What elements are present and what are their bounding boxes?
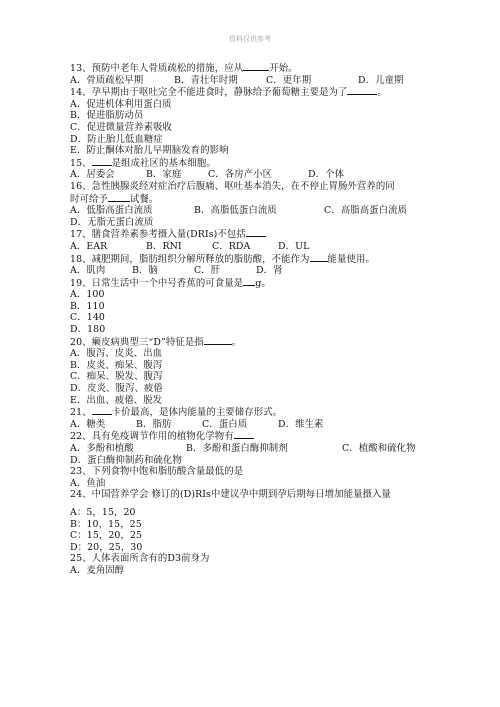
- options-17: [70, 241, 450, 253]
- blank: [92, 157, 112, 166]
- option: D．无脂无蛋白流质: [70, 216, 154, 228]
- question-20: 20、癞皮病典型三“D”特征是指 。: [70, 336, 242, 348]
- blank: [108, 193, 130, 202]
- option: B．脑: [132, 265, 158, 277]
- question-13: 13、预防中老年人骨质疏松的措施，应从 开始。: [70, 63, 298, 74]
- blank: [347, 86, 377, 95]
- blank: [243, 277, 255, 286]
- option: B．高脂低蛋白流质: [194, 205, 277, 217]
- option: A．鱼油: [70, 477, 106, 489]
- options-18: [70, 265, 450, 277]
- blank: [243, 62, 269, 71]
- option: E．防止酮体对胎儿早期脑发育的影响: [70, 145, 229, 157]
- option: C．植酸和硫化物: [342, 443, 416, 454]
- option: D．个体: [308, 169, 345, 181]
- option: C．肝: [194, 265, 221, 277]
- option: C．高脂高蛋白流质: [324, 205, 408, 217]
- option: A：5，15，20: [70, 506, 136, 518]
- question-16-cont: 时可给予 试餐。: [70, 193, 159, 205]
- option: A．居委会: [70, 169, 115, 181]
- option: B：10，15，25: [70, 518, 142, 530]
- option: A．糖类: [70, 418, 106, 430]
- option: E．出血、疲倦、脱发: [70, 394, 163, 406]
- option: B．脂肪: [136, 418, 172, 430]
- option: A．EAR: [70, 240, 108, 252]
- option: B．RNI: [146, 240, 182, 252]
- question-18: 18、减肥期间，脂肪组织分解所释放的脂肪酸，不能作为 能量使用。: [70, 253, 375, 265]
- option: D．180: [70, 324, 106, 336]
- question-25: 25、人体表面所含有的D3前身为: [70, 553, 210, 565]
- option: D：20，25，30: [70, 541, 143, 553]
- option: D．皮炎、腹泻、疲倦: [70, 383, 163, 395]
- option: B．青壮年时期: [174, 74, 238, 86]
- option: D．肾: [256, 265, 283, 277]
- option: B．多酚和蛋白酶抑制剂: [186, 443, 288, 454]
- blank: [246, 228, 266, 237]
- question-24: 24、中国营养学会 修订的(D)RIs中建议孕中期到孕后期每日增加能量摄入量: [70, 489, 391, 501]
- question-21: 21、 卡价最高，是体内能量的主要储存形式。: [70, 407, 283, 419]
- option: A．麦角固醇: [70, 564, 125, 576]
- options-22: [70, 443, 450, 455]
- option: C．各房产小区: [208, 169, 273, 181]
- options-21: [70, 419, 450, 431]
- option: A．肌肉: [70, 265, 106, 277]
- blank: [234, 430, 254, 439]
- question-17: 17、膳食营养素参考摄入量(DRIs)不包括: [70, 228, 450, 241]
- question-23: 23、下列食物中饱和脂肪酸含量最低的是: [70, 466, 244, 478]
- option: C．更年期: [266, 74, 312, 86]
- option: C．140: [70, 312, 105, 324]
- option: B．110: [70, 300, 105, 312]
- option: A．多酚和植酸: [70, 443, 134, 454]
- option: C．RDA: [212, 240, 251, 252]
- page-header: 资料仅供参考: [229, 35, 271, 43]
- option: B．皮炎、痴呆、腹泻: [70, 359, 163, 371]
- question-list: [70, 62, 450, 577]
- question-19: 19、日常生活中一个中号香蕉的可食量是 g。: [70, 277, 271, 289]
- option: A．低脂高蛋白流质: [70, 205, 153, 217]
- option: D．蛋白酶抑制药和硫化物: [70, 454, 182, 466]
- question-16: 16、急性胰腺炎经对症治疗后腹痛、呕吐基本消失，在不停止胃肠外营养的同: [70, 180, 395, 192]
- option: C．痴呆、脱发、腹泻: [70, 371, 163, 383]
- option: C：15，20，25: [70, 530, 143, 542]
- blank: [204, 336, 232, 345]
- option: C．蛋白质: [202, 418, 248, 430]
- option: D．防止胎儿低血糖症: [70, 133, 163, 145]
- option: A．腹泻、皮炎、出血: [70, 348, 163, 360]
- option: D．维生素: [278, 418, 324, 430]
- options-13: [70, 75, 450, 87]
- question-15: 15、 是组成社区的基本细胞。: [70, 157, 216, 169]
- blank: [310, 253, 328, 262]
- option: A．骨质疏松早期: [70, 74, 144, 86]
- option: C．促进微量营养素吸收: [70, 121, 173, 133]
- options-15: [70, 169, 450, 181]
- option: D．儿童期: [358, 74, 404, 86]
- options-16: [70, 205, 450, 217]
- question-22: 22、具有免疫调节作用的植物化学物有: [70, 430, 450, 443]
- question-14: 14、孕早期由于呕吐完全不能进食时，静脉给予葡萄糖主要是为了 。: [70, 87, 387, 99]
- option: A．促进机体利用蛋白质: [70, 98, 172, 110]
- option: B．促进脂肪动员: [70, 110, 144, 122]
- option: B．家庭: [146, 169, 182, 181]
- option: D．UL: [278, 240, 310, 252]
- blank: [92, 406, 112, 415]
- option: A．100: [70, 289, 105, 301]
